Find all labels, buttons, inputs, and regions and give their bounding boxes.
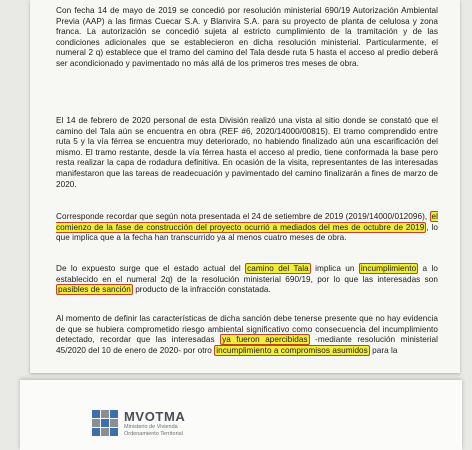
highlight-pasibles-de-sancion: pasibles de sanción: [58, 285, 131, 295]
highlight-ya-fueron-apercibidas: ya fueron apercibidas: [222, 335, 308, 345]
mvotma-logo: [92, 410, 185, 437]
paragraph-4-text: De lo expuesto surge que el estado actual del: [56, 264, 246, 273]
paragraph-5-text: Al momento de definir las características de dicha sanción debe tenerse presente que no hay evidencia de que se hubiera comprometido riesgo ambiental significativo como consecuencia del incumplimiento detectado, recordar que las interesadas: [56, 314, 438, 345]
paragraph-3: [56, 212, 438, 244]
mvotma-emblem-icon: [92, 410, 118, 436]
paragraph-4: [56, 264, 438, 296]
highlight-incumplimiento: incumplimiento: [360, 264, 417, 273]
paragraph-1-text: Con fecha 14 de mayo de 2019 se concedió por resolución ministerial 690/19 Autorización Ambiental Previa (AAP) a las firmas Cuecar S.A. y Blanvira S.A. para su proyecto de planta de celulosa y zona franca. La autorización se concedió sujeta al estricto cumplimiento de la tramitación y de las condiciones adicionales que se establecieron en dicha resolución ministerial. Particularmente, el numeral 2 q) establece que el tramo del camino del Tala desde ruta 5 hasta el acceso al predio deberá ser acondicionado y pavimentado no más allá de los primeros tres meses de obra.: [56, 6, 438, 68]
paragraph-3-text: Corresponde recordar que según nota presentada el 24 de setiembre de 2019 (2019/14000/012096),: [56, 212, 430, 221]
highlight-incumplimiento-compromisos: incumplimiento a compromisos asumidos: [216, 345, 368, 355]
paragraph-2: [56, 116, 438, 190]
paragraph-5-text-2: -mediante resolución ministerial 45/2020 del 10 de enero de 2020- por otro: [56, 335, 438, 355]
highlight-camino-del-tala: camino del Tala: [247, 264, 309, 273]
logo-subtitle-1: Ministerio de Vivienda: [124, 424, 178, 430]
highlight-construction-start: el comienzo de la fase de construcción del proyecto ocurrió a mediados del mes de octubre de 2019: [56, 212, 438, 232]
logo-subtitle-2: Ordenamiento Territorial: [124, 430, 183, 437]
logo-title: MVOTMA: [124, 409, 186, 424]
paragraph-1: [56, 6, 438, 70]
paragraph-4-text-3: a lo establecido en el numeral 2q) de la resolución ministerial 690/19, por lo que las interesadas son: [56, 264, 439, 284]
second-page: [20, 380, 462, 450]
paragraph-5-text-3: para la: [369, 345, 398, 355]
paragraph-4-text-2: implica un: [310, 264, 359, 273]
paragraph-5: [56, 314, 438, 356]
paragraph-2-text: El 14 de febrero de 2020 personal de esta División realizó una vista al sitio donde se constató que el camino del Tala aún se encuentra en obra (REF #6, 2020/14000/00815). El tramo comprendido entre ruta 5 y la vía férrea se encuentra muy deteriorado, no habiendo finalizado aún una escarificación del mismo. El tramo restante, desde la vía férrea hasta el acceso al predio, tiene conformada la base pero resta realizar la capa de rodadura definitiva. En ocasión de la visita, representantes de las interesadas manifestaron que las tareas de readecuación y pavimentado del camino finalizarán a fines de marzo de 2020.: [56, 116, 438, 189]
paragraph-3-text-end: , lo que implica que a la fecha han transcurrido ya al menos cuatro meses de obra.: [56, 222, 439, 243]
paragraph-4-text-4: producto de la infracción constatada.: [132, 285, 271, 295]
logo-text: [124, 410, 185, 437]
